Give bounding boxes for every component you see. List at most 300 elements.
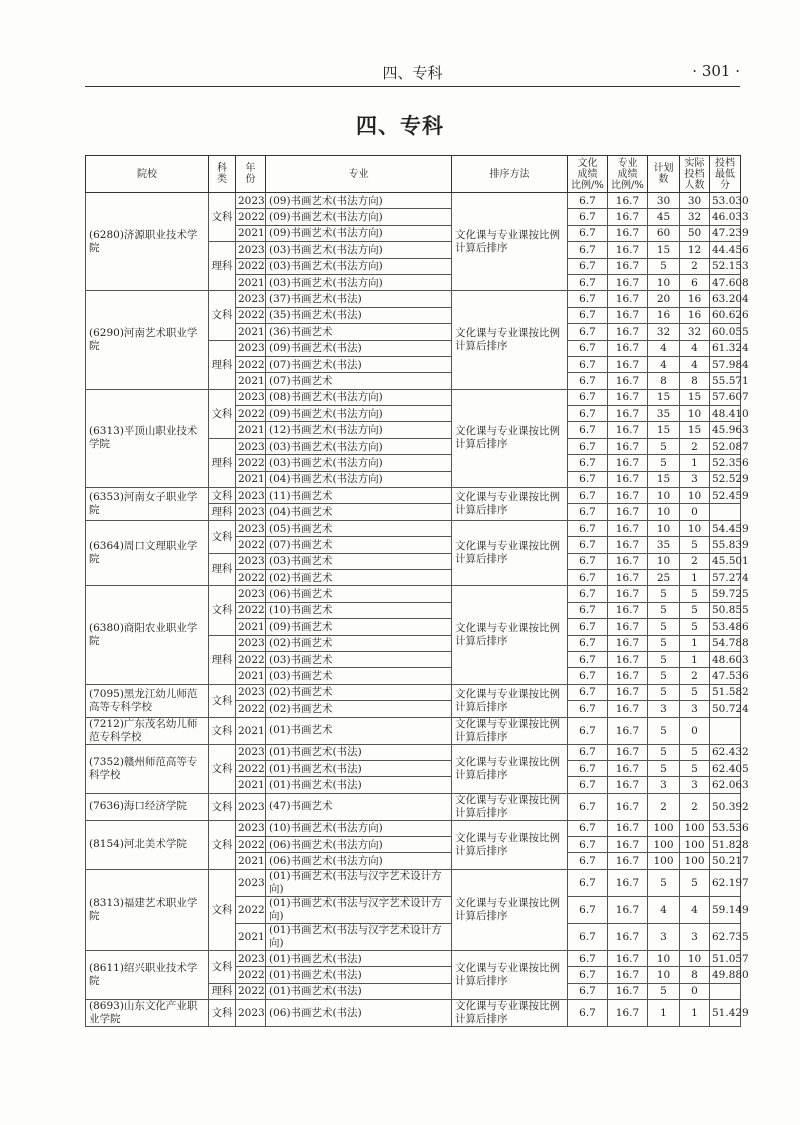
page-title: 四、专科 [356,113,444,138]
sort-method: 文化课与专业课按比例计算后排序 [452,1000,568,1027]
plan-count: 10 [648,553,680,569]
major: (35)书画艺术(书法) [266,307,452,323]
min-score: 62.063 [710,777,741,793]
min-score: 55.571 [710,373,741,389]
culture-ratio: 6.7 [568,455,608,471]
actual-count: 15 [680,389,710,405]
pro-ratio: 16.7 [608,488,648,504]
header-col-school: 院校 [86,156,209,193]
pro-ratio: 16.7 [608,389,648,405]
actual-count: 6 [680,274,710,290]
min-score: 59.725 [710,586,741,602]
min-score: 51.582 [710,684,741,700]
category: 文科 [209,488,236,504]
culture-ratio: 6.7 [568,744,608,760]
major: (09)书画艺术(书法方向) [266,209,452,225]
year: 2021 [236,373,266,389]
category: 文科 [209,520,236,553]
school-name: (8693)山东文化产业职业学院 [86,1000,209,1027]
pro-ratio: 16.7 [608,668,648,684]
year: 2023 [236,820,266,836]
actual-count: 12 [680,242,710,258]
year: 2022 [236,258,266,274]
year: 2022 [236,209,266,225]
culture-ratio: 6.7 [568,504,608,520]
culture-ratio: 6.7 [568,406,608,422]
actual-count: 1 [680,635,710,651]
major: (02)书画艺术 [266,635,452,651]
sort-method: 文化课与专业课按比例计算后排序 [452,586,568,684]
culture-ratio: 6.7 [568,602,608,618]
pro-ratio: 16.7 [608,422,648,438]
actual-count: 10 [680,950,710,966]
culture-ratio: 6.7 [568,793,608,820]
pro-ratio: 16.7 [608,602,648,618]
year: 2023 [236,520,266,536]
pro-ratio: 16.7 [608,258,648,274]
actual-count: 50 [680,225,710,241]
min-score: 46.033 [710,209,741,225]
year: 2023 [236,488,266,504]
culture-ratio: 6.7 [568,373,608,389]
year: 2023 [236,438,266,454]
major: (06)书画艺术(书法) [266,1000,452,1027]
min-score [710,504,741,520]
min-score: 47.608 [710,274,741,290]
plan-count: 5 [648,619,680,635]
pro-ratio: 16.7 [608,324,648,340]
pro-ratio: 16.7 [608,225,648,241]
pro-ratio: 16.7 [608,684,648,700]
pro-ratio: 16.7 [608,455,648,471]
min-score [710,983,741,999]
pro-ratio: 16.7 [608,274,648,290]
sort-method: 文化课与专业课按比例计算后排序 [452,793,568,820]
year: 2023 [236,291,266,307]
major: (01)书画艺术(书法) [266,967,452,983]
major: (06)书画艺术(书法方向) [266,853,452,869]
major: (01)书画艺术(书法与汉字艺术设计方向) [266,896,452,923]
actual-count: 4 [680,340,710,356]
category: 理科 [209,340,236,389]
min-score: 50.217 [710,853,741,869]
year: 2021 [236,853,266,869]
min-score: 61.324 [710,340,741,356]
actual-count: 15 [680,422,710,438]
culture-ratio: 6.7 [568,488,608,504]
pro-ratio: 16.7 [608,438,648,454]
actual-count: 5 [680,537,710,553]
page-number: · 301 · [692,62,740,80]
culture-ratio: 6.7 [568,983,608,999]
year: 2022 [236,602,266,618]
actual-count: 3 [680,777,710,793]
min-score: 62.405 [710,760,741,776]
plan-count: 30 [648,193,680,209]
actual-count: 3 [680,701,710,717]
actual-count: 1 [680,651,710,667]
school-name: (7636)海口经济学院 [86,793,209,820]
school-name: (8154)河北美术学院 [86,820,209,869]
major: (01)书画艺术(书法与汉字艺术设计方向) [266,869,452,896]
min-score: 52.529 [710,471,741,487]
plan-count: 4 [648,356,680,372]
culture-ratio: 6.7 [568,837,608,853]
plan-count: 35 [648,537,680,553]
pro-ratio: 16.7 [608,983,648,999]
plan-count: 5 [648,760,680,776]
min-score: 48.603 [710,651,741,667]
plan-count: 2 [648,793,680,820]
pro-ratio: 16.7 [608,777,648,793]
year: 2022 [236,406,266,422]
culture-ratio: 6.7 [568,438,608,454]
major: (09)书画艺术(书法方向) [266,406,452,422]
category: 文科 [209,389,236,438]
culture-ratio: 6.7 [568,520,608,536]
running-head [85,58,740,87]
actual-count: 5 [680,760,710,776]
min-score: 54.459 [710,520,741,536]
category: 文科 [209,193,236,242]
sort-method: 文化课与专业课按比例计算后排序 [452,717,568,744]
category: 文科 [209,717,236,744]
sort-method: 文化课与专业课按比例计算后排序 [452,869,568,950]
year: 2021 [236,422,266,438]
actual-count: 2 [680,668,710,684]
pro-ratio: 16.7 [608,406,648,422]
min-score: 52.459 [710,488,741,504]
culture-ratio: 6.7 [568,340,608,356]
pro-ratio: 16.7 [608,717,648,744]
actual-count: 5 [680,619,710,635]
plan-count: 10 [648,504,680,520]
school-name: (6380)商阳农业职业学院 [86,586,209,684]
min-score: 55.839 [710,537,741,553]
culture-ratio: 6.7 [568,853,608,869]
culture-ratio: 6.7 [568,356,608,372]
culture-ratio: 6.7 [568,896,608,923]
header-col-method: 排序方法 [452,156,568,193]
culture-ratio: 6.7 [568,242,608,258]
culture-ratio: 6.7 [568,274,608,290]
category: 理科 [209,635,236,684]
actual-count: 10 [680,520,710,536]
table-row [86,291,741,307]
pro-ratio: 16.7 [608,537,648,553]
major: (47)书画艺术 [266,793,452,820]
pro-ratio: 16.7 [608,504,648,520]
culture-ratio: 6.7 [568,258,608,274]
major: (01)书画艺术 [266,717,452,744]
min-score: 63.204 [710,291,741,307]
pro-ratio: 16.7 [608,793,648,820]
plan-count: 10 [648,488,680,504]
min-score: 50.855 [710,602,741,618]
year: 2022 [236,760,266,776]
major: (01)书画艺术(书法) [266,760,452,776]
min-score [710,717,741,744]
min-score: 51.057 [710,950,741,966]
plan-count: 10 [648,967,680,983]
actual-count: 2 [680,438,710,454]
school-name: (6313)平顶山职业技术学院 [86,389,209,487]
culture-ratio: 6.7 [568,209,608,225]
pro-ratio: 16.7 [608,242,648,258]
plan-count: 1 [648,1000,680,1027]
sort-method: 文化课与专业课按比例计算后排序 [452,488,568,521]
min-score: 45.501 [710,553,741,569]
plan-count: 35 [648,406,680,422]
table-row [86,193,741,209]
major: (03)书画艺术(书法方向) [266,274,452,290]
year: 2023 [236,340,266,356]
year: 2022 [236,307,266,323]
plan-count: 60 [648,225,680,241]
pro-ratio: 16.7 [608,307,648,323]
table-header-row [86,156,741,193]
min-score: 50.392 [710,793,741,820]
plan-count: 20 [648,291,680,307]
actual-count: 2 [680,553,710,569]
plan-count: 10 [648,520,680,536]
actual-count: 5 [680,684,710,700]
plan-count: 16 [648,307,680,323]
major: (06)书画艺术 [266,586,452,602]
sort-method: 文化课与专业课按比例计算后排序 [452,744,568,793]
table-row [86,389,741,405]
culture-ratio: 6.7 [568,869,608,896]
school-name: (6353)河南女子职业学院 [86,488,209,521]
year: 2023 [236,869,266,896]
min-score: 60.055 [710,324,741,340]
year: 2021 [236,619,266,635]
table-row [86,586,741,602]
pro-ratio: 16.7 [608,291,648,307]
plan-count: 8 [648,373,680,389]
actual-count: 1 [680,455,710,471]
culture-ratio: 6.7 [568,569,608,585]
pro-ratio: 16.7 [608,967,648,983]
major: (10)书画艺术 [266,602,452,618]
major: (01)书画艺术(书法) [266,777,452,793]
major: (01)书画艺术(书法与汉字艺术设计方向) [266,923,452,950]
actual-count: 1 [680,569,710,585]
major: (37)书画艺术(书法) [266,291,452,307]
min-score: 57.984 [710,356,741,372]
pro-ratio: 16.7 [608,923,648,950]
year: 2023 [236,553,266,569]
sort-method: 文化课与专业课按比例计算后排序 [452,520,568,586]
year: 2021 [236,471,266,487]
year: 2022 [236,569,266,585]
header-col-major: 专业 [266,156,452,193]
plan-count: 5 [648,744,680,760]
major: (36)书画艺术 [266,324,452,340]
year: 2023 [236,684,266,700]
min-score: 52.087 [710,438,741,454]
pro-ratio: 16.7 [608,760,648,776]
plan-count: 3 [648,777,680,793]
actual-count: 5 [680,586,710,602]
culture-ratio: 6.7 [568,307,608,323]
min-score: 47.239 [710,225,741,241]
table-row [86,717,741,744]
plan-count: 25 [648,569,680,585]
school-name: (8313)福建艺术职业学院 [86,869,209,950]
year: 2021 [236,923,266,950]
table-row [86,744,741,760]
school-name: (6364)周口文理职业学院 [86,520,209,586]
plan-count: 5 [648,668,680,684]
pro-ratio: 16.7 [608,471,648,487]
major: (07)书画艺术 [266,373,452,389]
actual-count: 3 [680,923,710,950]
pro-ratio: 16.7 [608,635,648,651]
culture-ratio: 6.7 [568,291,608,307]
major: (10)书画艺术(书法方向) [266,820,452,836]
table-row [86,793,741,820]
culture-ratio: 6.7 [568,777,608,793]
year: 2022 [236,455,266,471]
culture-ratio: 6.7 [568,471,608,487]
min-score: 53.536 [710,820,741,836]
year: 2023 [236,242,266,258]
actual-count: 5 [680,869,710,896]
actual-count: 2 [680,793,710,820]
year: 2022 [236,896,266,923]
plan-count: 5 [648,684,680,700]
table-row [86,820,741,836]
header-col-year: 年 份 [236,156,266,193]
min-score: 62.197 [710,869,741,896]
pro-ratio: 16.7 [608,619,648,635]
category: 理科 [209,983,236,999]
category: 文科 [209,744,236,793]
school-name: (7352)赣州师范高等专科学校 [86,744,209,793]
sort-method: 文化课与专业课按比例计算后排序 [452,820,568,869]
min-score: 50.724 [710,701,741,717]
category: 文科 [209,586,236,635]
actual-count: 32 [680,209,710,225]
culture-ratio: 6.7 [568,422,608,438]
culture-ratio: 6.7 [568,1000,608,1027]
culture-ratio: 6.7 [568,389,608,405]
plan-count: 3 [648,701,680,717]
sort-method: 文化课与专业课按比例计算后排序 [452,684,568,717]
plan-count: 5 [648,455,680,471]
culture-ratio: 6.7 [568,619,608,635]
table-row [86,950,741,966]
header-col-culture-ratio: 文化 成绩 比例/% [568,156,608,193]
school-name: (7095)黑龙江幼儿师范高等专科学校 [86,684,209,717]
plan-count: 10 [648,274,680,290]
year: 2023 [236,793,266,820]
actual-count: 0 [680,717,710,744]
plan-count: 100 [648,820,680,836]
major: (03)书画艺术(书法方向) [266,438,452,454]
culture-ratio: 6.7 [568,225,608,241]
culture-ratio: 6.7 [568,668,608,684]
header-col-plan: 计划数 [648,156,680,193]
header-col-pro-ratio: 专业 成绩 比例/% [608,156,648,193]
year: 2023 [236,504,266,520]
plan-count: 15 [648,389,680,405]
culture-ratio: 6.7 [568,967,608,983]
pro-ratio: 16.7 [608,950,648,966]
major: (09)书画艺术(书法) [266,340,452,356]
sort-method: 文化课与专业课按比例计算后排序 [452,389,568,487]
major: (01)书画艺术(书法) [266,983,452,999]
actual-count: 8 [680,967,710,983]
year: 2021 [236,274,266,290]
actual-count: 0 [680,983,710,999]
plan-count: 5 [648,983,680,999]
actual-count: 16 [680,307,710,323]
sort-method: 文化课与专业课按比例计算后排序 [452,950,568,999]
year: 2022 [236,701,266,717]
year: 2023 [236,1000,266,1027]
year: 2023 [236,635,266,651]
pro-ratio: 16.7 [608,586,648,602]
pro-ratio: 16.7 [608,520,648,536]
min-score: 48.410 [710,406,741,422]
pro-ratio: 16.7 [608,1000,648,1027]
pro-ratio: 16.7 [608,340,648,356]
culture-ratio: 6.7 [568,635,608,651]
culture-ratio: 6.7 [568,586,608,602]
min-score: 51.828 [710,837,741,853]
culture-ratio: 6.7 [568,717,608,744]
min-score: 51.429 [710,1000,741,1027]
table-row [86,488,741,504]
pro-ratio: 16.7 [608,651,648,667]
table-row [86,869,741,896]
actual-count: 30 [680,193,710,209]
min-score: 62.735 [710,923,741,950]
actual-count: 100 [680,820,710,836]
actual-count: 16 [680,291,710,307]
major: (03)书画艺术(书法方向) [266,455,452,471]
actual-count: 100 [680,837,710,853]
category: 文科 [209,820,236,869]
major: (03)书画艺术 [266,668,452,684]
major: (07)书画艺术 [266,537,452,553]
year: 2021 [236,324,266,340]
plan-count: 100 [648,837,680,853]
actual-count: 10 [680,488,710,504]
culture-ratio: 6.7 [568,701,608,717]
plan-count: 32 [648,324,680,340]
culture-ratio: 6.7 [568,651,608,667]
actual-count: 5 [680,744,710,760]
plan-count: 5 [648,635,680,651]
year: 2022 [236,356,266,372]
major: (02)书画艺术 [266,569,452,585]
pro-ratio: 16.7 [608,209,648,225]
min-score: 54.788 [710,635,741,651]
pro-ratio: 16.7 [608,193,648,209]
header-col-min-score: 投档 最低分 [710,156,741,193]
plan-count: 5 [648,602,680,618]
school-name: (8611)绍兴职业技术学院 [86,950,209,999]
year: 2023 [236,193,266,209]
major: (02)书画艺术 [266,701,452,717]
category: 文科 [209,291,236,340]
plan-count: 5 [648,258,680,274]
plan-count: 5 [648,438,680,454]
year: 2022 [236,967,266,983]
